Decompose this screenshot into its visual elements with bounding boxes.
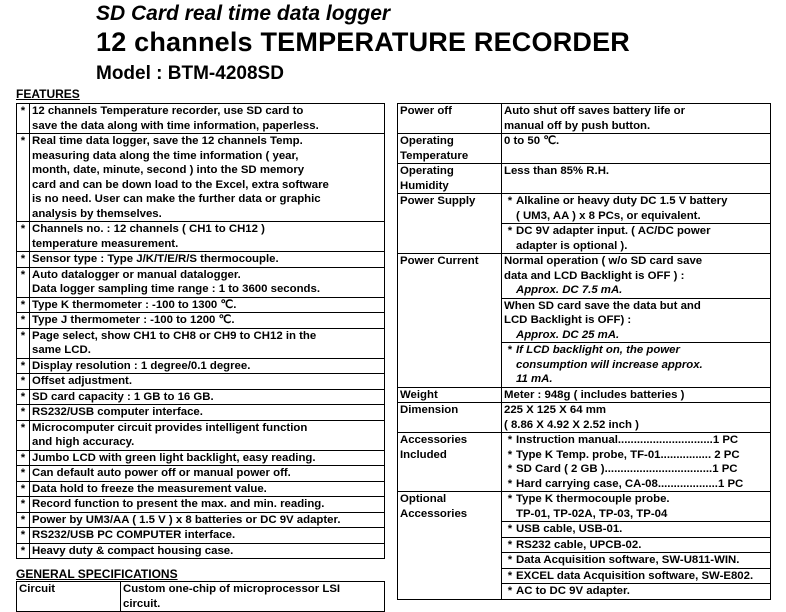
specs-table xyxy=(397,103,771,600)
text-line: Type K Temp. probe, TF-01................ 2 PC xyxy=(516,448,740,461)
spec-sub-text xyxy=(516,522,622,537)
feature-row xyxy=(17,358,385,374)
bullet-mark: * xyxy=(17,104,30,134)
text-line: Meter : 948g ( includes batteries ) xyxy=(504,388,685,401)
text-line: USB cable, USB-01. xyxy=(516,523,623,535)
spec-row xyxy=(398,433,771,492)
feature-text xyxy=(30,328,385,358)
text-line: SD Card ( 2 GB )..................................1 PC xyxy=(516,463,738,475)
text-line: month, date, minute, second ) into the SD memory xyxy=(32,164,305,176)
bullet-mark: * xyxy=(17,267,30,297)
text-line: 225 X 125 X 64 mm xyxy=(504,404,606,416)
current-value: Approx. DC 7.5 mA. xyxy=(516,284,623,296)
text-line: measuring data along the time information ( year, xyxy=(32,149,299,162)
text-line: analysis by themselves. xyxy=(32,207,162,220)
text-line: Data hold to freeze the measurement value. xyxy=(32,482,267,495)
spec-value xyxy=(502,387,771,403)
bullet-mark: * xyxy=(17,450,30,466)
current-value: Approx. DC 25 mA. xyxy=(516,328,620,341)
features-heading: FEATURES xyxy=(16,87,80,101)
text-line: Type K thermocouple probe. xyxy=(516,493,670,505)
bullet-mark: * xyxy=(507,195,513,207)
text-line: ( 8.86 X 4.92 X 2.52 inch ) xyxy=(504,418,639,431)
spec-row xyxy=(398,387,771,403)
bullet-mark: * xyxy=(507,569,513,582)
bullet-mark: * xyxy=(17,358,30,374)
spec-sub-text xyxy=(516,194,727,223)
feature-text xyxy=(30,528,385,544)
text-line: Custom one-chip of microprocessor LSI xyxy=(123,583,341,595)
feature-text xyxy=(30,374,385,390)
bullet-mark: * xyxy=(507,434,513,446)
feature-row xyxy=(17,267,385,297)
feature-text xyxy=(30,313,385,329)
spec-sub-text xyxy=(516,584,630,599)
spec-sub-item xyxy=(502,537,770,553)
bullet-mark: * xyxy=(507,554,513,566)
text-line: 11 mA. xyxy=(516,373,553,385)
spec-label xyxy=(398,492,502,600)
bullet-mark: * xyxy=(17,543,30,559)
text-line: DC 9V adapter input. ( AC/DC power xyxy=(516,225,711,237)
bullet-mark: * xyxy=(17,313,30,329)
spec-label xyxy=(398,254,502,388)
text-line: RS232/USB PC COMPUTER interface. xyxy=(32,529,236,541)
feature-text xyxy=(30,252,385,268)
spec-value xyxy=(502,134,771,164)
spec-sub-item xyxy=(502,223,770,253)
spec-note-text xyxy=(516,343,703,387)
bullet-mark: * xyxy=(17,222,30,252)
bullet-mark: * xyxy=(17,481,30,497)
text-line: ( UM3, AA ) x 8 PCs, or equivalent. xyxy=(516,209,701,222)
bullet-mark: * xyxy=(17,134,30,222)
spec-label: Circuit xyxy=(17,582,121,612)
spec-sub-text xyxy=(516,448,740,463)
text-line: AC to DC 9V adapter. xyxy=(516,585,630,597)
feature-row xyxy=(17,450,385,466)
bullet-mark: * xyxy=(507,225,513,237)
spec-value xyxy=(121,582,385,612)
bullet-mark: * xyxy=(507,538,513,551)
text-line: Instruction manual..............................1 PC xyxy=(516,434,739,446)
text-line: Optional xyxy=(400,493,447,505)
spec-label xyxy=(398,164,502,194)
text-line: Can default auto power off or manual power off. xyxy=(32,467,291,479)
spec-sub-text xyxy=(516,477,743,492)
text-line: Data Acquisition software, SW-U811-WIN. xyxy=(516,554,740,566)
feature-text xyxy=(30,405,385,421)
text-line: Microcomputer circuit provides intelligent function xyxy=(32,421,308,434)
general-spec-row xyxy=(17,582,385,612)
spec-value xyxy=(502,194,771,254)
feature-text xyxy=(30,134,385,222)
feature-text xyxy=(30,481,385,497)
spec-value xyxy=(502,254,771,388)
bullet-mark: * xyxy=(507,523,513,535)
spec-sub-item xyxy=(504,477,768,492)
bullet-mark: * xyxy=(507,585,513,597)
text-line: Auto datalogger or manual datalogger. xyxy=(32,268,241,281)
bullet-mark: * xyxy=(17,497,30,513)
text-line: Dimension xyxy=(400,404,459,416)
spec-value xyxy=(502,164,771,194)
feature-row xyxy=(17,374,385,390)
spec-sub-item xyxy=(504,254,768,298)
feature-text xyxy=(30,497,385,513)
bullet-mark: * xyxy=(17,420,30,450)
spec-label xyxy=(398,194,502,254)
bullet-mark: * xyxy=(507,448,513,461)
doc-subtitle: SD Card real time data logger xyxy=(96,2,391,25)
text-line: When SD card save the data but and xyxy=(504,299,701,312)
spec-value xyxy=(502,104,771,134)
feature-text xyxy=(30,543,385,559)
text-line: Temperature xyxy=(400,149,469,162)
text-line: and high accuracy. xyxy=(32,436,135,448)
bullet-mark: * xyxy=(17,466,30,482)
text-line: Power off xyxy=(400,105,452,117)
text-line: If LCD backlight on, the power xyxy=(516,344,680,356)
text-line: data and LCD Backlight is OFF ) : xyxy=(504,269,685,282)
bullet-mark: * xyxy=(507,477,513,490)
spec-row xyxy=(398,104,771,134)
bullet-mark: * xyxy=(507,493,513,505)
text-line: Power Supply xyxy=(400,195,476,207)
spec-sub-text xyxy=(516,492,670,521)
text-line: Type J thermometer : -100 to 1200 ℃. xyxy=(32,314,235,326)
text-line: card and can be down load to the Excel, extra software xyxy=(32,178,329,191)
text-line: Record function to present the max. and min. reading. xyxy=(32,498,325,510)
text-line: EXCEL data Acquisition software, SW-E802. xyxy=(516,569,754,582)
spec-sub-item xyxy=(504,462,768,477)
general-specs-table xyxy=(16,581,385,612)
feature-text xyxy=(30,450,385,466)
feature-text xyxy=(30,420,385,450)
spec-label xyxy=(398,433,502,492)
text-line: 0 to 50 ℃. xyxy=(504,135,560,147)
text-line: Jumbo LCD with green light backlight, easy reading. xyxy=(32,451,316,464)
spec-row xyxy=(398,134,771,164)
text-line: TP-01, TP-02A, TP-03, TP-04 xyxy=(516,507,668,520)
spec-sub-item xyxy=(502,342,770,387)
spec-row xyxy=(398,492,771,600)
spec-sub-text xyxy=(516,224,711,253)
text-line: Less than 85% R.H. xyxy=(504,165,610,177)
text-line: save the data along with time information, paperless. xyxy=(32,119,319,132)
text-line: Hard carrying case, CA-08...................1 PC xyxy=(516,477,744,490)
spec-sub-text xyxy=(516,433,738,448)
spec-sub-item xyxy=(504,433,768,448)
spec-label xyxy=(398,387,502,403)
spec-sub-item xyxy=(502,552,770,568)
spec-row xyxy=(398,164,771,194)
text-line: consumption will increase approx. xyxy=(516,358,703,371)
text-line: Auto shut off saves battery life or xyxy=(504,105,686,117)
feature-row xyxy=(17,313,385,329)
spec-note xyxy=(504,343,768,387)
bullet-mark: * xyxy=(17,328,30,358)
text-line: Humidity xyxy=(400,179,449,192)
text-line: Channels no. : 12 channels ( CH1 to CH12 ) xyxy=(32,223,265,235)
text-line: Display resolution : 1 degree/0.1 degree. xyxy=(32,359,251,372)
feature-row xyxy=(17,543,385,559)
spec-row xyxy=(398,403,771,433)
spec-label xyxy=(398,403,502,433)
spec-label xyxy=(398,104,502,134)
feature-text xyxy=(30,358,385,374)
feature-text xyxy=(30,297,385,313)
feature-row xyxy=(17,481,385,497)
feature-row xyxy=(17,497,385,513)
feature-text xyxy=(30,512,385,528)
feature-row xyxy=(17,104,385,134)
spec-sub-item xyxy=(504,448,768,463)
bullet-mark: * xyxy=(17,252,30,268)
spec-value xyxy=(502,433,771,492)
feature-text xyxy=(30,389,385,405)
feature-row xyxy=(17,528,385,544)
feature-row xyxy=(17,297,385,313)
bullet-mark: * xyxy=(507,463,513,475)
spec-row xyxy=(398,254,771,388)
spec-sub-item xyxy=(502,521,770,537)
text-line: Page select, show CH1 to CH8 or CH9 to CH12 in the xyxy=(32,329,317,342)
text-line: Accessories xyxy=(400,434,468,446)
feature-row xyxy=(17,389,385,405)
spec-sub-item xyxy=(502,568,770,584)
spec-sub-text xyxy=(516,462,738,477)
bullet-mark: * xyxy=(507,344,513,356)
feature-row xyxy=(17,420,385,450)
feature-row xyxy=(17,466,385,482)
text-line: manual off by push button. xyxy=(504,119,651,132)
feature-text xyxy=(30,466,385,482)
text-line: Power by UM3/AA ( 1.5 V ) x 8 batteries or DC 9V adapter. xyxy=(32,513,341,526)
model-number: Model : BTM-4208SD xyxy=(96,63,284,84)
bullet-mark: * xyxy=(17,389,30,405)
bullet-mark: * xyxy=(17,297,30,313)
feature-text xyxy=(30,267,385,297)
text-line: adapter is optional ). xyxy=(516,239,628,252)
text-line: 12 channels Temperature recorder, use SD card to xyxy=(32,105,304,117)
text-line: Power Current xyxy=(400,255,479,267)
spec-sub-text xyxy=(516,538,641,553)
text-line: temperature measurement. xyxy=(32,237,179,250)
feature-text xyxy=(30,104,385,134)
feature-row xyxy=(17,512,385,528)
spec-label xyxy=(398,134,502,164)
spec-sub-text xyxy=(516,553,739,568)
feature-row xyxy=(17,222,385,252)
text-line: LCD Backlight is OFF) : xyxy=(504,314,632,326)
text-line: RS232/USB computer interface. xyxy=(32,406,203,418)
text-line: RS232 cable, UPCB-02. xyxy=(516,538,642,551)
spec-sub-text xyxy=(516,569,753,584)
text-line: Accessories xyxy=(400,507,468,520)
feature-row xyxy=(17,134,385,222)
features-table xyxy=(16,103,385,559)
general-specs-heading: GENERAL SPECIFICATIONS xyxy=(16,567,178,581)
bullet-mark: * xyxy=(17,512,30,528)
bullet-mark: * xyxy=(17,405,30,421)
text-line: Sensor type : Type J/K/T/E/R/S thermocouple. xyxy=(32,253,279,265)
spec-sub-item xyxy=(504,492,768,521)
feature-row xyxy=(17,405,385,421)
text-line: Weight xyxy=(400,388,438,401)
text-line: same LCD. xyxy=(32,344,91,356)
text-line: circuit. xyxy=(123,597,161,610)
text-line: Data logger sampling time range : 1 to 3600 seconds. xyxy=(32,283,321,295)
text-line: Included xyxy=(400,448,447,461)
feature-row xyxy=(17,252,385,268)
spec-sub-item xyxy=(502,583,770,599)
text-line: Heavy duty & compact housing case. xyxy=(32,544,234,557)
text-line: Alkaline or heavy duty DC 1.5 V battery xyxy=(516,195,728,207)
spec-value xyxy=(502,403,771,433)
text-line: is no need. User can make the further data or graphic xyxy=(32,193,321,205)
bullet-mark: * xyxy=(17,528,30,544)
text-line: Real time data logger, save the 12 channels Temp. xyxy=(32,135,303,147)
spec-row xyxy=(398,194,771,254)
feature-text xyxy=(30,222,385,252)
spec-sub-item xyxy=(502,298,770,343)
text-line: Type K thermometer : -100 to 1300 ℃. xyxy=(32,298,237,311)
text-line: Normal operation ( w/o SD card save xyxy=(504,255,703,267)
text-line: SD card capacity : 1 GB to 16 GB. xyxy=(32,390,214,403)
feature-row xyxy=(17,328,385,358)
text-line: Operating xyxy=(400,135,454,147)
text-line: Operating xyxy=(400,165,454,177)
spec-sub-item xyxy=(504,194,768,223)
spec-value xyxy=(502,492,771,600)
doc-title: 12 channels TEMPERATURE RECORDER xyxy=(96,27,630,57)
text-line: Offset adjustment. xyxy=(32,375,132,387)
bullet-mark: * xyxy=(17,374,30,390)
